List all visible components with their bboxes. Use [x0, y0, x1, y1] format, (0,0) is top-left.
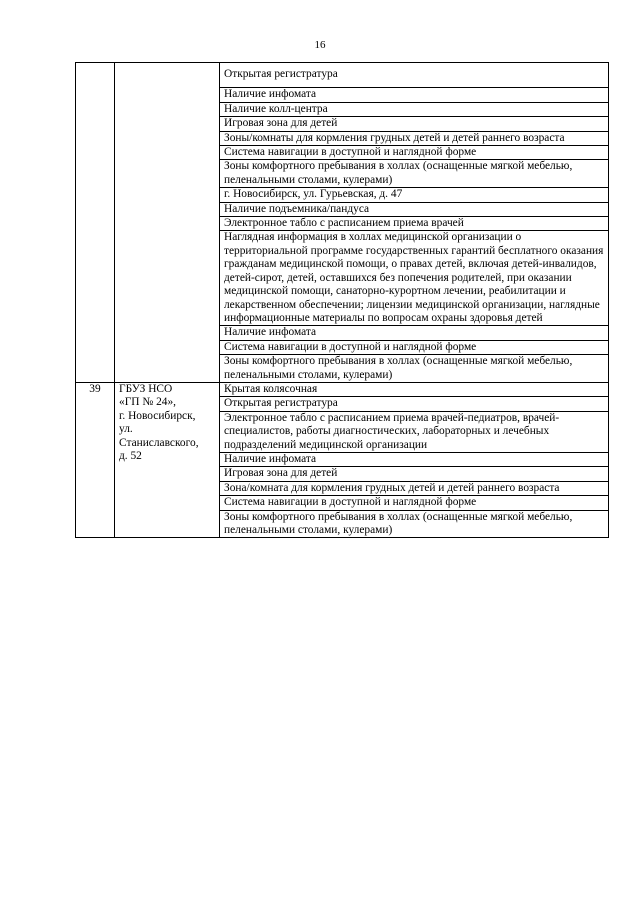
feature-cell: Система навигации в доступной и наглядной форме	[220, 340, 609, 354]
feature-cell: Система навигации в доступной и наглядной форме	[220, 496, 609, 510]
feature-cell: Система навигации в доступной и наглядной форме	[220, 146, 609, 160]
feature-cell: Наглядная информация в холлах медицинской организации о территориальной программе государственных гарантий бесплатного оказания гражданам медицинской помощи, о правах детей, включая детей-инвалидов, детей-сирот, детей, оставшихся без попечения родителей, при оказании медицинской помощи, санаторно-курортном лечении, реабилитации и лекарственном обеспечении; лицензии медицинской организации, наглядные информационные материалы по вопросам охраны здоровья детей	[220, 231, 609, 326]
org-line: г. Новосибирск,	[119, 409, 196, 422]
row-number: 39	[76, 382, 115, 537]
feature-cell: Наличие подъемника/пандуса	[220, 202, 609, 216]
table-row	[76, 63, 609, 88]
org-line: ГБУЗ НСО	[119, 382, 173, 395]
feature-cell: Наличие инфомата	[220, 452, 609, 466]
facilities-table	[75, 62, 609, 538]
feature-cell: Наличие колл-центра	[220, 102, 609, 116]
feature-cell: Игровая зона для детей	[220, 467, 609, 481]
org-cell-empty	[115, 63, 220, 383]
table-row	[76, 382, 609, 396]
feature-cell: Наличие инфомата	[220, 326, 609, 340]
feature-cell: Электронное табло с расписанием приема врачей-педиатров, врачей-специалистов, работы диагностических, лабораторных и лечебных подразделений медицинской организации	[220, 411, 609, 452]
org-line: «ГП № 24»,	[119, 396, 177, 409]
feature-cell: Открытая регистратура	[220, 397, 609, 411]
feature-cell: Открытая регистратура	[220, 63, 609, 88]
org-line: Станиславского,	[119, 436, 199, 449]
feature-cell: Электронное табло с расписанием приема врачей	[220, 217, 609, 231]
feature-cell: Зона/комната для кормления грудных детей и детей раннего возраста	[220, 481, 609, 495]
row-number-cell-empty	[76, 63, 115, 383]
page-number: 16	[314, 39, 326, 51]
feature-cell: Наличие инфомата	[220, 88, 609, 102]
feature-cell: Крытая колясочная	[220, 382, 609, 396]
address-cell: г. Новосибирск, ул. Гурьевская, д. 47	[220, 188, 609, 202]
feature-cell: Зоны комфортного пребывания в холлах (оснащенные мягкой мебелью, пеленальными столами, кулерами)	[220, 355, 609, 383]
org-line: д. 52	[119, 449, 142, 462]
org-name-address	[115, 382, 220, 537]
org-line: ул.	[119, 423, 133, 436]
feature-cell: Зоны комфортного пребывания в холлах (оснащенные мягкой мебелью, пеленальными столами, кулерами)	[220, 160, 609, 188]
feature-cell: Зоны комфортного пребывания в холлах (оснащенные мягкой мебелью, пеленальными столами, кулерами)	[220, 510, 609, 538]
feature-cell: Зоны/комнаты для кормления грудных детей и детей раннего возраста	[220, 131, 609, 145]
feature-cell: Игровая зона для детей	[220, 117, 609, 131]
